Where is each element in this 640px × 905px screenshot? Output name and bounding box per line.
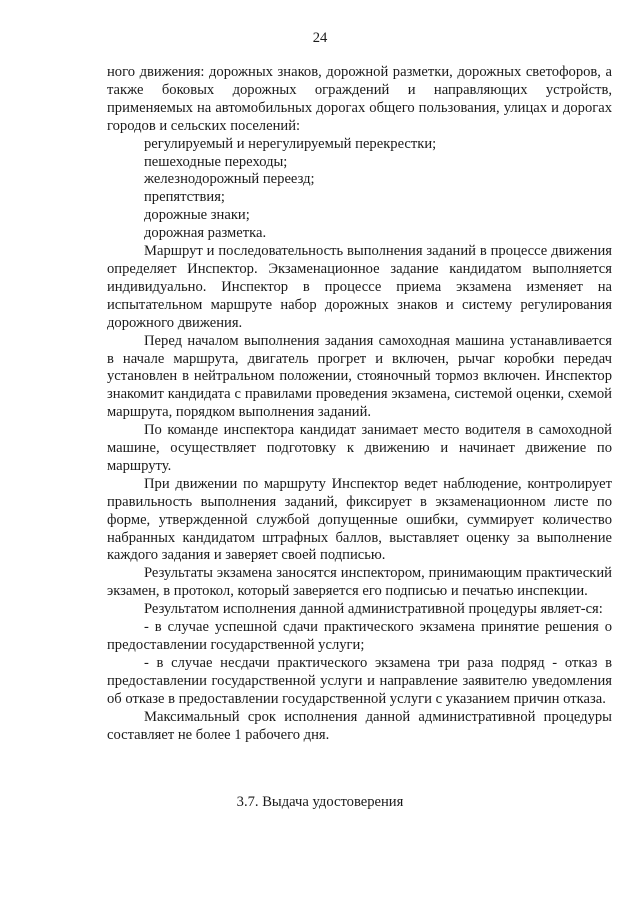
intro-paragraph: ного движения: дорожных знаков, дорожной разметки, дорожных светофоров, а также боковых дорожных ограждений и направляющих устройств, применяемых на автомобильных дорогах общего пользования, улицах и дорогах городов и сельских поселений: [107,64,612,134]
list-item: железнодорожный переезд; [144,171,315,188]
paragraph-observation: При движении по маршруту Инспектор ведет наблюдение, контролирует правильность выполнения заданий, фиксирует в экзаменационном листе по форме, утвержденной службой допущенные ошибки, суммирует количество набранных кандидатом штрафных баллов, выставляет оценку за выполнение каждого задания и заверяет своей подписью. [107,475,612,564]
list-item: препятствия; [144,189,225,206]
paragraph-protocol: Результаты экзамена заносятся инспектором, принимающим практический экзамен, в протокол, который заверяется его подписью и печатью инспекции. [107,565,612,600]
paragraph-result-success: - в случае успешной сдачи практического экзамена принятие решения о предоставлении государственной услуги; [107,619,612,653]
paragraph-preparation: Перед началом выполнения задания самоходная машина устанавливается в начале маршрута, двигатель прогрет и включен, рычаг коробки передач установлен в нейтральном положении, стояночный тормоз включен. Инспектор знакомит кандидата с правилами проведения экзамена, системой оценки, схемой маршрута, порядком выполнения заданий. [107,332,612,421]
section-heading: 3.7. Выдача удостоверения [236,794,404,810]
paragraph-deadline: Максимальный срок исполнения данной административной процедуры составляет не более 1 рабочего дня. [107,708,612,743]
body-text [107,64,612,744]
page-number: 24 [312,30,328,46]
list-item: дорожные знаки; [144,207,250,224]
list-item: пешеходные переходы; [144,153,288,170]
paragraph-route: Маршрут и последовательность выполнения заданий в процессе движения определяет Инспектор. Экзаменационное задание кандидатом выполняется индивидуально. Инспектор в процессе приема экзамена изменяет на испытательном маршруте набор дорожных знаков и систему регулирования дорожного движения. [107,243,612,331]
paragraph-result-intro: Результатом исполнения данной административной процедуры являет-ся: [144,601,603,618]
list-item: дорожная разметка. [144,225,267,242]
list-item: регулируемый и нерегулируемый перекрестки; [144,135,437,152]
paragraph-result-failure: - в случае несдачи практического экзамена три раза подряд - отказ в предоставлении государственной услуги и направление заявителю уведомления об отказе в предоставлении государственной услуги с указанием причин отказа. [107,654,612,707]
paragraph-start-driving: По команде инспектора кандидат занимает место водителя в самоходной машине, осуществляет подготовку к движению и начинает движение по маршруту. [107,422,612,474]
road-elements-list [107,136,612,243]
